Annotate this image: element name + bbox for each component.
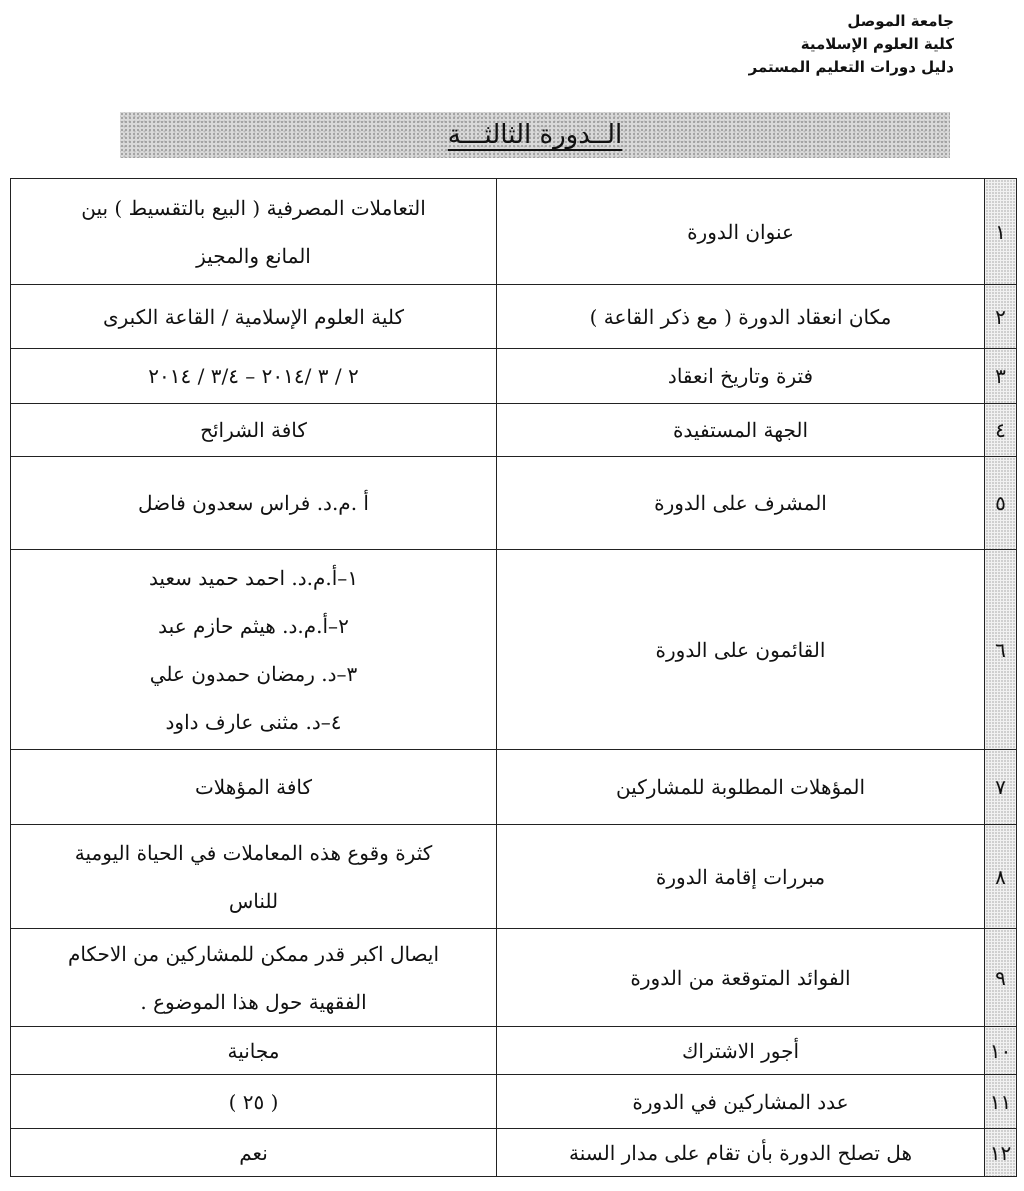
field-value: [11, 1129, 497, 1177]
value-line: نعم: [239, 1140, 268, 1165]
table-row: [11, 1129, 1017, 1177]
document-header: [749, 10, 954, 79]
value-line: ٤–د. مثنى عارف داود: [165, 709, 342, 734]
field-value: [11, 285, 497, 349]
university-name: جامعة الموصل: [847, 12, 954, 30]
value-line: ( ٢٥ ): [228, 1089, 279, 1114]
field-value: [11, 404, 497, 457]
field-label: المشرف على الدورة: [497, 457, 985, 550]
row-number: ٦: [985, 550, 1017, 750]
field-label: القائمون على الدورة: [497, 550, 985, 750]
table-row: [11, 285, 1017, 349]
table-row: [11, 550, 1017, 750]
field-value: [11, 1027, 497, 1075]
row-number: ١: [985, 179, 1017, 285]
field-value: [11, 825, 497, 929]
row-number: ٢: [985, 285, 1017, 349]
table-row: [11, 929, 1017, 1027]
course-info-table: [10, 178, 1017, 1177]
course-title: الــدورة الثالثـــة: [447, 120, 623, 150]
value-line: الفقهية حول هذا الموضوع .: [140, 989, 367, 1014]
value-line: كافة المؤهلات: [194, 775, 313, 799]
field-value: [11, 349, 497, 404]
field-label: هل تصلح الدورة بأن تقام على مدار السنة: [497, 1129, 985, 1177]
value-line: المانع والمجيز: [196, 243, 311, 268]
field-value: [11, 750, 497, 825]
field-label: فترة وتاريخ انعقاد: [497, 349, 985, 404]
table-row: [11, 404, 1017, 457]
field-label: مكان انعقاد الدورة ( مع ذكر القاعة ): [497, 285, 985, 349]
value-line: ايصال اكبر قدر ممكن للمشاركين من الاحكام: [67, 941, 440, 966]
row-number: ٨: [985, 825, 1017, 929]
row-number: ٩: [985, 929, 1017, 1027]
value-line: ٣–د. رمضان حمدون علي: [149, 661, 358, 686]
course-title-band: [120, 112, 950, 158]
table-row: [11, 825, 1017, 929]
field-label: الفوائد المتوقعة من الدورة: [497, 929, 985, 1027]
row-number: ١٢: [985, 1129, 1017, 1177]
row-number: ١١: [985, 1075, 1017, 1129]
field-label: عدد المشاركين في الدورة: [497, 1075, 985, 1129]
value-line: للناس: [228, 888, 279, 913]
field-value: [11, 929, 497, 1027]
field-value: [11, 457, 497, 550]
table-row: [11, 179, 1017, 285]
value-line: التعاملات المصرفية ( البيع بالتقسيط ) بين: [81, 195, 426, 220]
field-label: أجور الاشتراك: [497, 1027, 985, 1075]
row-number: ٤: [985, 404, 1017, 457]
value-line: كلية العلوم الإسلامية / القاعة الكبرى: [102, 304, 405, 329]
value-line: مجانية: [227, 1038, 280, 1063]
row-number: ٥: [985, 457, 1017, 550]
value-line: ١–أ.م.د. احمد حميد سعيد: [148, 565, 359, 590]
table-row: [11, 750, 1017, 825]
table-row: [11, 457, 1017, 550]
guide-title: دليل دورات التعليم المستمر: [748, 58, 954, 76]
row-number: ٣: [985, 349, 1017, 404]
value-line: ٢–أ.م.د. هيثم حازم عبد: [158, 613, 349, 638]
value-line: كافة الشرائح: [200, 418, 307, 442]
value-line: كثرة وقوع هذه المعاملات في الحياة اليومية: [74, 840, 433, 865]
field-label: الجهة المستفيدة: [497, 404, 985, 457]
table-row: [11, 349, 1017, 404]
field-label: المؤهلات المطلوبة للمشاركين: [497, 750, 985, 825]
field-value: [11, 550, 497, 750]
field-label: مبررات إقامة الدورة: [497, 825, 985, 929]
value-line: أ .م.د. فراس سعدون فاضل: [138, 491, 369, 515]
college-name: كلية العلوم الإسلامية: [800, 35, 954, 53]
row-number: ٧: [985, 750, 1017, 825]
table-row: [11, 1075, 1017, 1129]
field-value: [11, 179, 497, 285]
field-value: [11, 1075, 497, 1129]
field-label: عنوان الدورة: [497, 179, 985, 285]
table-row: [11, 1027, 1017, 1075]
value-line: ٢ / ٣ /٢٠١٤ – ٣/٤ / ٢٠١٤: [148, 364, 359, 388]
row-number: ١٠: [985, 1027, 1017, 1075]
